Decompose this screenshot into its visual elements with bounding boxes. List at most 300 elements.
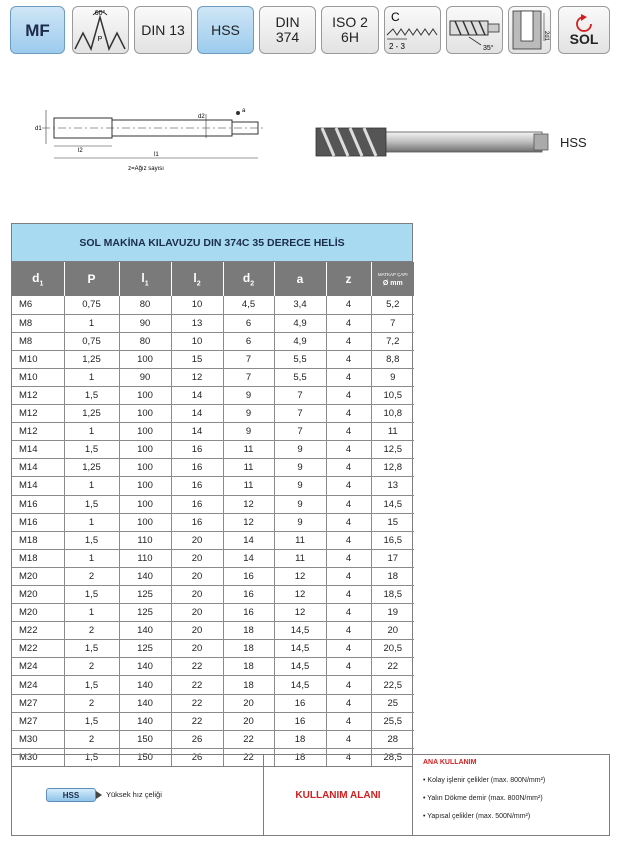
thread-angle-text: 60°: [94, 10, 106, 17]
table-cell: M20: [12, 604, 64, 622]
badge-bar: [10, 6, 610, 56]
table-cell: 7: [223, 368, 274, 386]
usage-item: • Kolay işlenir çelikler (max. 800N/mm²): [423, 777, 546, 784]
table-cell: 9: [223, 386, 274, 404]
table-cell: 9: [223, 423, 274, 441]
usage-item: • Yalın Dökme demir (max. 800N/mm²): [423, 795, 543, 802]
table-cell: 12: [223, 513, 274, 531]
table-cell: 18: [371, 567, 414, 585]
table-cell: 1,5: [64, 712, 119, 730]
table-cell: 12,8: [371, 459, 414, 477]
table-cell: 5,5: [274, 368, 326, 386]
table-cell: 100: [119, 459, 171, 477]
table-cell: 10,5: [371, 386, 414, 404]
table-cell: 9: [274, 441, 326, 459]
column-header-label: l: [141, 270, 145, 285]
din374-badge: [259, 6, 316, 54]
table-cell: 10: [171, 332, 223, 350]
photo-hss-label: HSS: [560, 135, 587, 150]
column-header-label: d: [242, 270, 251, 285]
thread-pitch-text: P: [97, 36, 103, 43]
column-header: [64, 262, 119, 296]
table-cell: M30: [12, 730, 64, 748]
table-cell: 140: [119, 567, 171, 585]
table-cell: 12: [223, 495, 274, 513]
table-cell: 17: [371, 549, 414, 567]
table-cell: 1,5: [64, 748, 119, 766]
table-cell: 16: [171, 441, 223, 459]
column-header-subscript: 2: [196, 280, 201, 288]
table-cell: 20: [171, 604, 223, 622]
table-cell: 4,5: [223, 296, 274, 314]
drill-header-top: MATKAP ÇAPI: [377, 272, 408, 277]
column-header: [223, 262, 274, 296]
table-cell: M14: [12, 441, 64, 459]
table-cell: 8,8: [371, 350, 414, 368]
table-cell: 125: [119, 604, 171, 622]
table-cell: 4: [326, 531, 371, 549]
table-cell: 11: [274, 531, 326, 549]
table-cell: 16: [171, 513, 223, 531]
table-cell: 1,5: [64, 441, 119, 459]
spec-table: [12, 262, 414, 766]
table-cell: 12: [171, 368, 223, 386]
table-cell: 22: [171, 694, 223, 712]
table-cell: 25,5: [371, 712, 414, 730]
chamfer-icon: [385, 7, 440, 53]
table-cell: 20: [171, 531, 223, 549]
table-cell: 4: [326, 640, 371, 658]
column-header: [274, 262, 326, 296]
table-cell: 22: [171, 676, 223, 694]
table-cell: M16: [12, 495, 64, 513]
table-row: [12, 459, 414, 477]
table-cell: 100: [119, 513, 171, 531]
table-row: [12, 513, 414, 531]
usage-area-title: KULLANIM ALANI: [295, 789, 381, 801]
table-cell: 14,5: [274, 658, 326, 676]
table-cell: 12: [274, 604, 326, 622]
table-cell: 16: [223, 586, 274, 604]
table-cell: 28: [371, 730, 414, 748]
table-cell: 11: [223, 441, 274, 459]
table-cell: 26: [171, 730, 223, 748]
table-cell: 10,8: [371, 405, 414, 423]
table-cell: 18: [223, 676, 274, 694]
table-cell: 4: [326, 622, 371, 640]
table-cell: 14,5: [274, 622, 326, 640]
table-cell: 22: [171, 712, 223, 730]
table-cell: 6: [223, 314, 274, 332]
table-cell: 1,5: [64, 640, 119, 658]
table-row: [12, 296, 414, 314]
table-cell: M12: [12, 405, 64, 423]
table-cell: 11: [274, 549, 326, 567]
table-cell: 12,5: [371, 441, 414, 459]
mf-label: MF: [25, 20, 50, 40]
chamfer-badge: [384, 6, 441, 54]
table-body: [12, 296, 414, 766]
hss-badge: [197, 6, 254, 54]
table-cell: 125: [119, 586, 171, 604]
table-cell: 7: [274, 386, 326, 404]
table-cell: 9: [371, 368, 414, 386]
chamfer-letter: C: [391, 10, 400, 24]
table-row: [12, 712, 414, 730]
table-cell: 4: [326, 748, 371, 766]
drill-header-bottom: Ø mm: [382, 280, 403, 287]
table-cell: 1,5: [64, 495, 119, 513]
dim-d1: d1: [35, 126, 42, 132]
table-cell: 100: [119, 386, 171, 404]
table-cell: 4: [326, 332, 371, 350]
table-cell: 7,2: [371, 332, 414, 350]
table-cell: M10: [12, 368, 64, 386]
table-cell: 15: [371, 513, 414, 531]
table-cell: 9: [274, 477, 326, 495]
table-row: [12, 332, 414, 350]
table-cell: 4,9: [274, 314, 326, 332]
table-cell: M27: [12, 712, 64, 730]
hss-legend-text: Yüksek hız çeliği: [106, 790, 162, 799]
table-row: [12, 314, 414, 332]
table-cell: 140: [119, 712, 171, 730]
table-row: [12, 531, 414, 549]
table-cell: 4: [326, 314, 371, 332]
table-cell: 140: [119, 658, 171, 676]
din374-line1: DIN: [275, 14, 300, 30]
table-cell: 4,9: [274, 332, 326, 350]
iso-line1: ISO 2: [332, 14, 368, 30]
table-cell: 4: [326, 586, 371, 604]
table-cell: 16: [171, 495, 223, 513]
table-cell: 22: [371, 658, 414, 676]
table-cell: 80: [119, 332, 171, 350]
table-cell: 16,5: [371, 531, 414, 549]
material-legend: [12, 755, 264, 835]
table-cell: 4: [326, 368, 371, 386]
table-cell: 12: [274, 567, 326, 585]
table-cell: 90: [119, 314, 171, 332]
table-cell: 1: [64, 604, 119, 622]
table-cell: 4: [326, 513, 371, 531]
table-cell: 11: [223, 459, 274, 477]
table-cell: 11: [223, 477, 274, 495]
table-cell: 16: [274, 712, 326, 730]
table-cell: M30: [12, 748, 64, 766]
usage-area: [264, 755, 413, 835]
table-cell: 13: [371, 477, 414, 495]
table-cell: 1: [64, 477, 119, 495]
table-cell: M22: [12, 640, 64, 658]
column-header-subscript: 1: [39, 280, 44, 288]
sol-label: SOL: [569, 30, 599, 47]
table-row: [12, 694, 414, 712]
table-row: [12, 495, 414, 513]
table-cell: 15: [171, 350, 223, 368]
table-cell: 110: [119, 531, 171, 549]
table-cell: 14: [171, 405, 223, 423]
table-row: [12, 730, 414, 748]
table-cell: M20: [12, 567, 64, 585]
table-cell: 16: [223, 567, 274, 585]
table-cell: 22,5: [371, 676, 414, 694]
table-cell: 1: [64, 549, 119, 567]
table-cell: 90: [119, 368, 171, 386]
table-cell: 14,5: [274, 640, 326, 658]
table-cell: 4: [326, 296, 371, 314]
table-cell: M18: [12, 531, 64, 549]
table-row: [12, 368, 414, 386]
table-cell: 1: [64, 314, 119, 332]
table-row: [12, 622, 414, 640]
table-cell: 16: [274, 694, 326, 712]
table-cell: 20: [171, 622, 223, 640]
table-cell: 1,5: [64, 676, 119, 694]
table-cell: M27: [12, 694, 64, 712]
din13-label: DIN 13: [141, 21, 185, 38]
column-header: [326, 262, 371, 296]
table-row: [12, 549, 414, 567]
table-cell: 7: [223, 350, 274, 368]
table-cell: 16: [171, 477, 223, 495]
usage-item: • Yapısal çelikler (max. 500N/mm²): [423, 813, 531, 820]
din374-line2: 374: [275, 29, 300, 45]
table-cell: 26: [171, 748, 223, 766]
table-cell: 20: [171, 549, 223, 567]
table-cell: 1,5: [64, 586, 119, 604]
mf-badge: [10, 6, 65, 54]
thread-profile-badge: [72, 6, 129, 54]
table-cell: 4: [326, 730, 371, 748]
dim-l2: l2: [78, 148, 83, 154]
table-cell: 4: [326, 386, 371, 404]
table-cell: 4: [326, 658, 371, 676]
table-cell: 18: [274, 730, 326, 748]
table-cell: 100: [119, 423, 171, 441]
table-cell: 110: [119, 549, 171, 567]
tap-spec-table: [11, 223, 413, 767]
table-cell: 7: [371, 314, 414, 332]
table-cell: 1: [64, 513, 119, 531]
table-row: [12, 658, 414, 676]
table-cell: 6: [223, 332, 274, 350]
table-cell: 1: [64, 368, 119, 386]
table-cell: 0,75: [64, 332, 119, 350]
main-usage-title: ANA KULLANIM: [423, 759, 477, 766]
table-cell: 20: [223, 712, 274, 730]
table-cell: 4: [326, 405, 371, 423]
column-header-label: l: [193, 270, 197, 285]
table-row: [12, 477, 414, 495]
table-cell: 7: [274, 423, 326, 441]
table-cell: 10: [171, 296, 223, 314]
table-cell: 150: [119, 730, 171, 748]
rotate-left-icon: [573, 14, 595, 32]
table-cell: 100: [119, 477, 171, 495]
table-cell: 2: [64, 622, 119, 640]
table-row: [12, 350, 414, 368]
table-cell: 25: [371, 694, 414, 712]
thread-profile-icon: [73, 7, 128, 53]
table-cell: 4: [326, 604, 371, 622]
column-header-subscript: 2: [250, 280, 255, 288]
table-cell: M22: [12, 622, 64, 640]
depth-label: 2d1: [543, 31, 549, 42]
table-header-row: [12, 262, 414, 296]
table-cell: M14: [12, 477, 64, 495]
table-cell: 4: [326, 676, 371, 694]
table-cell: 14: [223, 549, 274, 567]
table-cell: 20: [171, 640, 223, 658]
table-cell: 9: [274, 459, 326, 477]
table-cell: 22: [223, 730, 274, 748]
table-cell: 5,5: [274, 350, 326, 368]
column-header-label: z: [345, 272, 352, 286]
table-cell: 14,5: [371, 495, 414, 513]
table-cell: 18: [223, 640, 274, 658]
main-usage: [413, 755, 610, 835]
table-cell: 20,5: [371, 640, 414, 658]
table-cell: 150: [119, 748, 171, 766]
table-cell: 1,5: [64, 386, 119, 404]
table-cell: M20: [12, 586, 64, 604]
column-header: [12, 262, 64, 296]
table-cell: M12: [12, 423, 64, 441]
table-cell: 18,5: [371, 586, 414, 604]
iso-line2: 6H: [341, 29, 359, 45]
table-cell: 80: [119, 296, 171, 314]
table-cell: 1,25: [64, 350, 119, 368]
helix-badge: [446, 6, 503, 54]
table-cell: M24: [12, 658, 64, 676]
table-cell: 12: [274, 586, 326, 604]
column-header: [171, 262, 223, 296]
table-row: [12, 567, 414, 585]
table-cell: 9: [223, 405, 274, 423]
drill-diameter-header: [371, 262, 414, 296]
table-cell: M14: [12, 459, 64, 477]
table-cell: 125: [119, 640, 171, 658]
table-row: [12, 423, 414, 441]
table-cell: 1,5: [64, 531, 119, 549]
table-cell: 100: [119, 350, 171, 368]
dim-l1: l1: [154, 152, 159, 158]
usage-footer: [11, 754, 610, 836]
table-cell: 1,25: [64, 459, 119, 477]
table-cell: M24: [12, 676, 64, 694]
table-cell: 16: [171, 459, 223, 477]
table-cell: M18: [12, 549, 64, 567]
table-row: [12, 640, 414, 658]
table-cell: 100: [119, 441, 171, 459]
table-cell: 7: [274, 405, 326, 423]
table-cell: 140: [119, 694, 171, 712]
column-header-label: d: [32, 270, 40, 285]
table-row: [12, 604, 414, 622]
table-row: [12, 441, 414, 459]
table-cell: 4: [326, 694, 371, 712]
din13-badge: [134, 6, 192, 54]
table-cell: 4: [326, 567, 371, 585]
table-cell: 14: [171, 386, 223, 404]
table-cell: 4: [326, 350, 371, 368]
table-cell: 4: [326, 423, 371, 441]
helix-angle-text: 35°: [483, 45, 494, 52]
table-cell: 4: [326, 495, 371, 513]
table-title: SOL MAKİNA KILAVUZU DIN 374C 35 DERECE HELİS: [12, 224, 412, 262]
column-header: [119, 262, 171, 296]
table-cell: 20: [371, 622, 414, 640]
table-cell: 18: [223, 658, 274, 676]
spiral-flute-icon: [447, 7, 502, 53]
table-cell: 4: [326, 441, 371, 459]
hss-badge-label: HSS: [211, 21, 240, 38]
table-cell: 18: [274, 748, 326, 766]
drawing-caption: z=Ağız sayısı: [128, 166, 164, 172]
table-cell: 3,4: [274, 296, 326, 314]
table-cell: 2: [64, 694, 119, 712]
table-cell: 1: [64, 423, 119, 441]
table-cell: M6: [19, 299, 33, 311]
table-cell: 19: [371, 604, 414, 622]
arrow-right-icon: [96, 791, 102, 799]
table-cell: 1,25: [64, 405, 119, 423]
table-cell: 140: [119, 676, 171, 694]
hss-legend-badge: HSS: [46, 788, 96, 802]
tap-drawing: [26, 100, 276, 180]
table-row: [12, 386, 414, 404]
chamfer-range: 2 - 3: [389, 42, 406, 51]
table-cell: 13: [171, 314, 223, 332]
table-cell: 14: [223, 531, 274, 549]
table-cell: M12: [12, 386, 64, 404]
table-cell: 9: [274, 513, 326, 531]
table-cell: 22: [171, 658, 223, 676]
blind-hole-icon: [509, 7, 550, 53]
column-header-label: a: [296, 272, 304, 286]
table-cell: 2: [64, 730, 119, 748]
table-cell: 140: [119, 622, 171, 640]
table-cell: 0,75: [64, 296, 119, 314]
column-header-subscript: 1: [144, 280, 149, 288]
table-cell: M10: [12, 350, 64, 368]
table-cell: M8: [12, 332, 64, 350]
table-cell: 14,5: [274, 676, 326, 694]
table-cell: 2: [64, 658, 119, 676]
table-cell: M8: [12, 314, 64, 332]
table-cell: 4: [326, 549, 371, 567]
table-cell: 18: [223, 622, 274, 640]
table-cell: 20: [223, 694, 274, 712]
table-cell: 4: [326, 712, 371, 730]
dim-d2: d2: [198, 114, 205, 120]
table-cell: 28,5: [371, 748, 414, 766]
left-hand-badge: [558, 6, 610, 54]
table-row: [12, 586, 414, 604]
table-row: [12, 405, 414, 423]
column-header-label: P: [87, 272, 96, 286]
iso-badge: [321, 6, 379, 54]
table-cell: 14: [171, 423, 223, 441]
tap-photo: [312, 116, 552, 166]
table-cell: 16: [223, 604, 274, 622]
table-cell: 2: [64, 567, 119, 585]
table-cell: 5,2: [371, 296, 414, 314]
dim-a: a: [242, 108, 246, 114]
table-cell: 4: [326, 477, 371, 495]
table-cell: 100: [119, 495, 171, 513]
